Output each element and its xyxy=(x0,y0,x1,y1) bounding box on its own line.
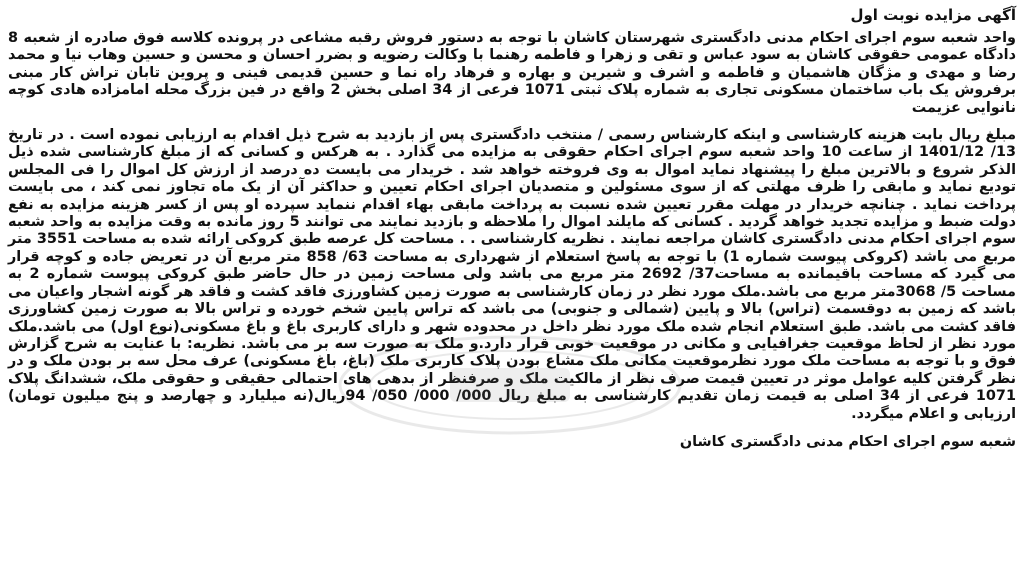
notice-body-paragraph: مبلغ ریال بابت هزینه کارشناسی و اینکه کارشناس رسمی / منتخب دادگستری پس از بازدید به شرح ذیل اقدام به ارزیابی نموده است . در تاریخ 13/ 1401/12 از ساعت 10 واحد شعبه سوم اجرای احکام حقوقی به مزایده می گذارد . به هرکس و کسانی که از مبلغ کارشناسی شده ذیل الذکر شروع و بالاترین مبلغ را پیشنهاد نماید اموال به وی فروخته خواهد شد . خریدار می بایست ده درصد از ارزش کل اموال را فی المجلس تودیع نماید و مابقی را ظرف مهلتی که از سوی مسئولین و متصدیان اجرای احکام تعیین و حداکثر آن از یک ماه تجاوز نمی کند ، می بایست پرداخت نماید . چنانچه خریدار در مهلت مقرر تعیین شده نسبت به پرداخت مابقی بهاء اقدام ننماید سپرده او پس از کسر هزینه مزایده به نفع دولت ضبط و مزایده تجدید خواهد گردید . کسانی که مایلند اموال را ملاحظه و بازدید نمایند می توانند 5 روز مانده به وقت مزایده به واحد شعبه سوم اجرای احکام مدنی دادگستری کاشان مراجعه نمایند . نظریه کارشناسی . . مساحت کل عرصه طبق کروکی ارائه شده به مساحت 3551 متر مربع می باشد (کروکی پیوست شماره 1) با توجه به پاسخ استعلام از شهرداری به مساحت 63/ 858 متر مربع آن در تعریض جاده و کوچه قرار می گیرد که مساحت باقیمانده به مساحت37/ 2692 متر مربع می باشد ولی مساحت زمین در حال حاضر طبق کروکی پیوست شماره 2 به مساحت 5/ 3068متر مربع می باشد.ملک مورد نظر در زمان کارشناسی به صورت زمین کشاورزی فاقد کشت و فاقد هر گونه اشجار واعیان می باشد که زمین به دوقسمت (تراس) بالا و پایین (شمالی و جنوبی) می باشد که تراس پایین شخم خورده و تراس بالا به صورت زمین کشاورزی فاقد کشت می باشد. طبق استعلام انجام شده ملک مورد نظر داخل در محدوده شهر و دارای کاربری باغ و باغ مسکونی(نوع اول) می باشد.ملک مورد نظر از لحاظ موقعیت جغرافیایی و مکانی در موقعیت خوبی قرار دارد.و ملک به صورت سه بر می باشد. نظریه: با عنایت به شرح گزارش فوق و با توجه به مساحت ملک مورد نظرموقعیت مکانی ملک مشاع بودن پلاک کاربری ملک (باغ، باغ مسکونی) عرف محل سه بر بودن ملک و در نظر گرفتن کلیه عوامل موثر در تعیین قیمت صرف نظر از مالکیت ملک و صرفنظر از بدهی های احتمالی حقیقی و حقوقی ملک، ششدانگ پلاک 1071 فرعی از 34 اصلی به قیمت زمان تقدیم کارشناسی به مبلغ ریال 000/ 000/ 050/ 94ریال(نه میلیارد و چهارصد و پنج میلیون تومان) ارزیابی و اعلام میگردد. xyxy=(8,127,1016,422)
auction-notice xyxy=(8,4,1016,558)
notice-footer: شعبه سوم اجرای احکام مدنی دادگستری کاشان xyxy=(679,433,1016,450)
notice-intro-paragraph: واحد شعبه سوم اجرای احکام مدنی دادگستری شهرستان کاشان با توجه به دستور فروش رقبه مشاعی در پرونده کلاسه فوق صادره از شعبه 8 دادگاه عمومی حقوقی کاشان به سود عباس و تقی و زهرا و فاطمه رهنما با وکالت رضویه و بضرر احسان و محسن و حسین وهاب نیا و محمد رضا و مهدی و مژگان هاشمیان و فاطمه و اشرف و شیرین و بهاره و فرهاد راه نما و حسین قدیمی فینی و پروین تابان تراش کار مبنی برفروش یک باب ساختمان مسکونی تجاری به شماره پلاک ثبتی 1071 فرعی از 34 اصلی بخش 2 واقع در فین بزرگ محله امامزاده هادی کوچه نانوایی عزیمت xyxy=(8,30,1017,116)
notice-title: آگهی مزایده نوبت اول xyxy=(850,6,1016,24)
